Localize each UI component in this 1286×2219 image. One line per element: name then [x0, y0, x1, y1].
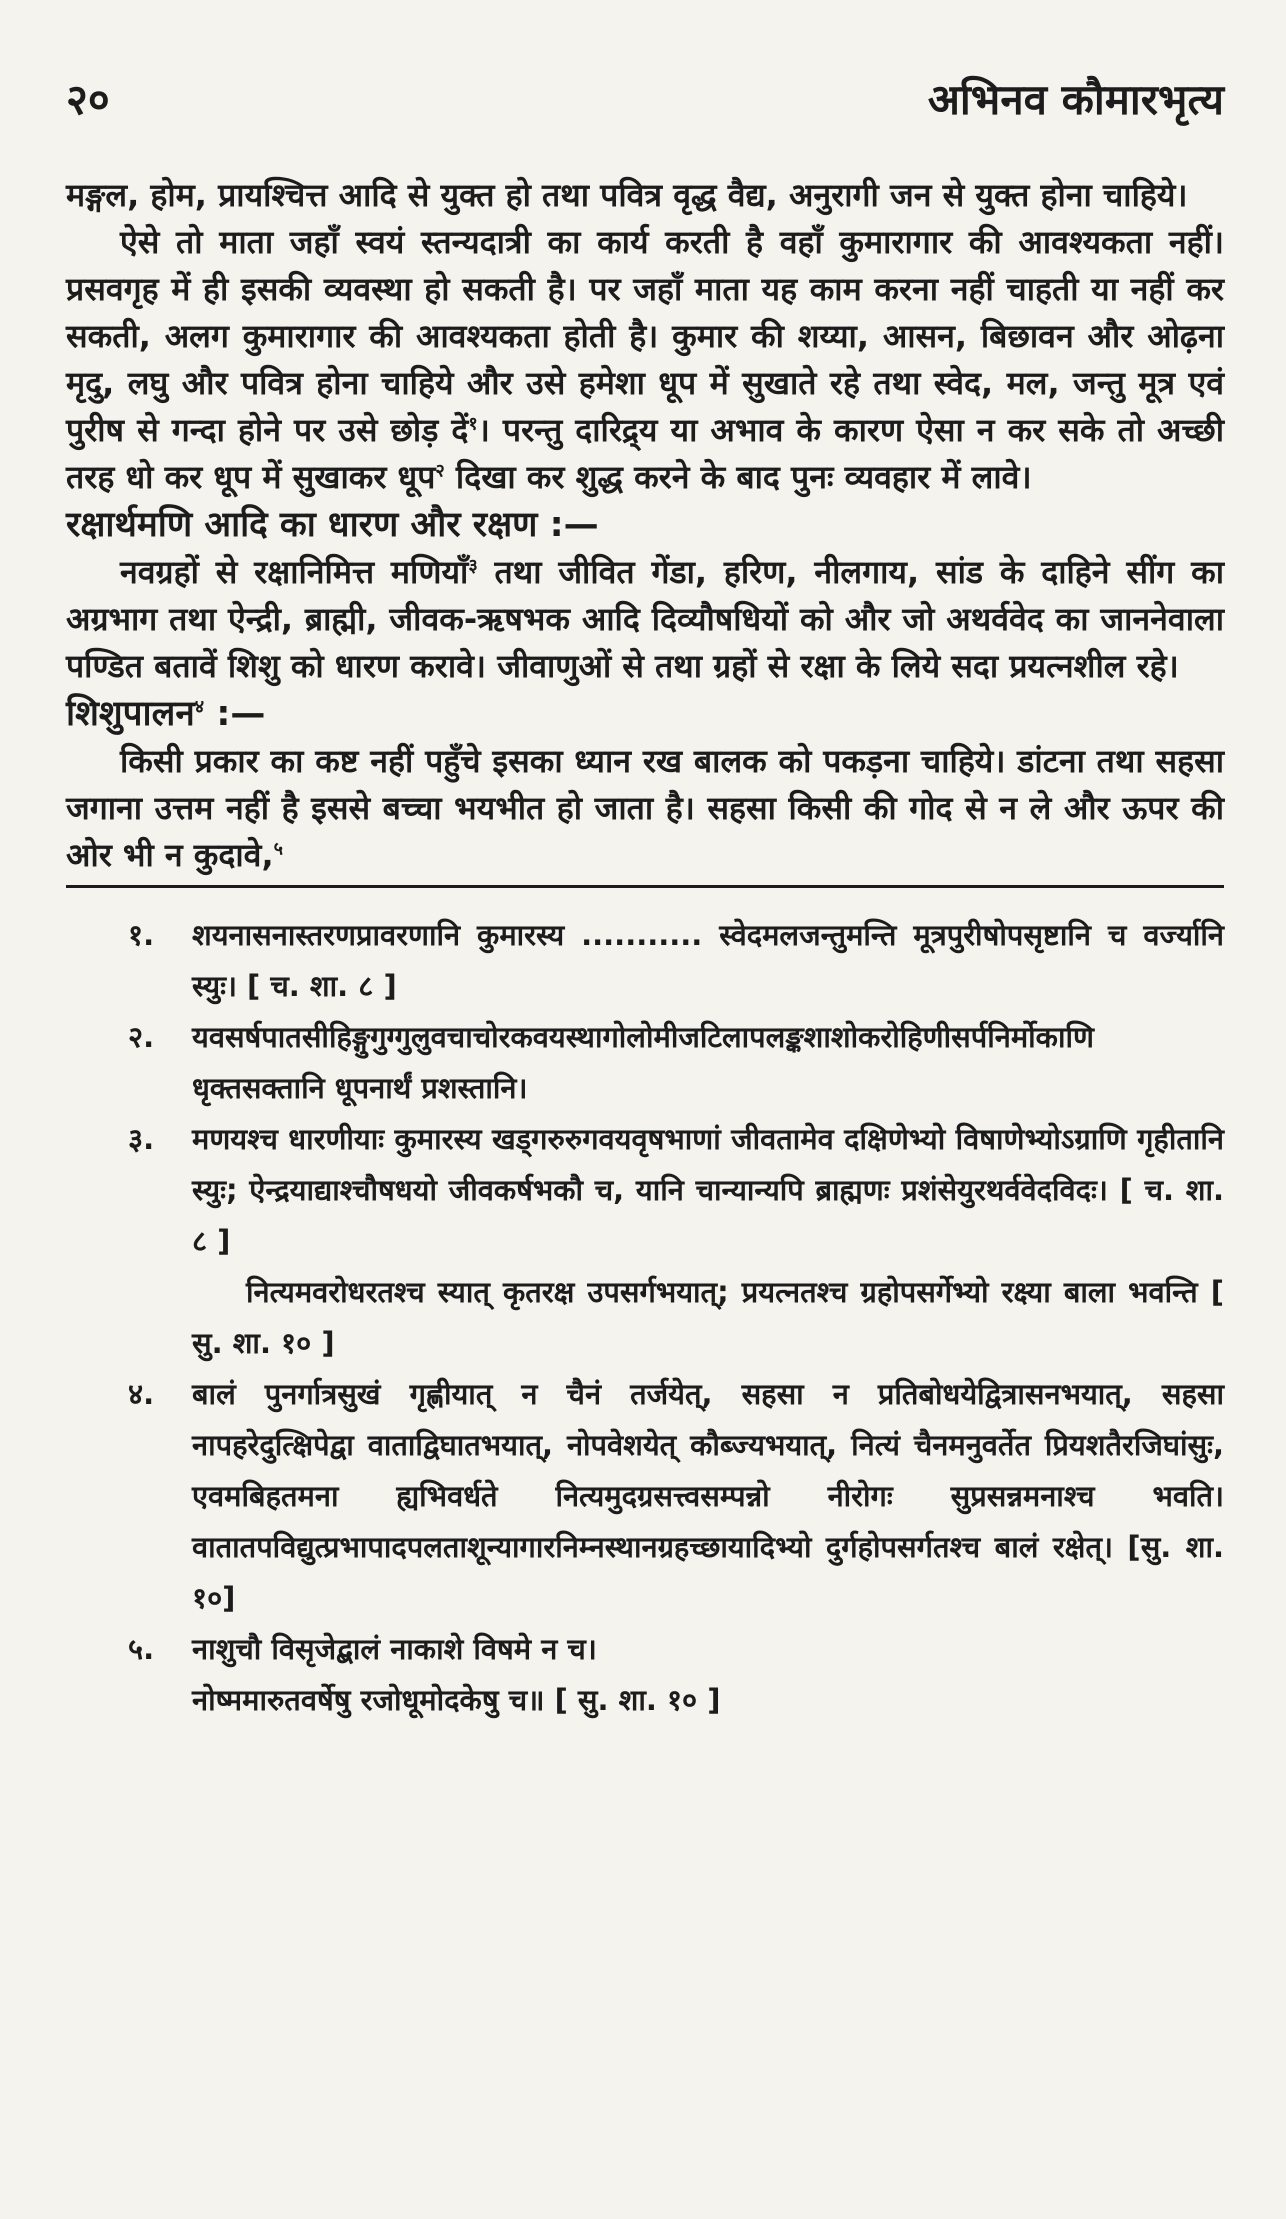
section-heading-amulets: रक्षार्थमणि आदि का धारण और रक्षण :—: [66, 505, 599, 545]
footnote-number: ५.: [128, 1632, 155, 1666]
paragraph-4: [66, 738, 1224, 879]
footnote-ref-2: २: [435, 460, 445, 482]
paragraph-2-part-a: ऐसे तो माता जहाँ स्वयं स्तन्यदात्री का कार्य करती है वहाँ कुमारागार की आवश्यकता नहीं। प्रसवगृह में ही इसकी व्यवस्था हो सकती है। पर जहाँ माता यह काम करना नहीं चाहती या नहीं कर सकती, अलग कुमारागार की आवश्यकता होती है। कुमार की शय्या, आसन, बिछावन और ओढ़ना मृदु, लघु और पवित्र होना चाहिये और उसे हमेशा धूप में सुखाते रहे तथा स्वेद, मल, जन्तु मूत्र एवं पुरीष से गन्दा होने पर उसे छोड़ दें: [66, 223, 1224, 449]
footnote-ref-3: ३: [468, 555, 478, 577]
footnotes: [66, 910, 1224, 1726]
page-number: २०: [66, 75, 110, 124]
paragraph-2: [66, 219, 1224, 501]
section-heading-child-care-text: शिशुपालन: [66, 694, 195, 734]
footnote-text: यवसर्षपातसीहिङ्गुगुग्गुलुवचाचोरकवयस्थागोलोमीजटिलापलङ्कशाशोकरोहिणीसर्पनिर्मोकाणि धृक्तसक्तानि धूपनार्थं प्रशस्तानि।: [192, 1020, 1094, 1105]
paragraph-3: [66, 549, 1224, 690]
main-text: [66, 172, 1224, 879]
footnote-number: ३.: [128, 1122, 155, 1156]
footnote-text: नाशुचौ विसृजेद्बालं नाकाशे विषमे न च।: [192, 1632, 597, 1666]
footnote-number: ४.: [128, 1377, 155, 1411]
paragraph-2-part-c: दिखा कर शुद्ध करने के बाद पुनः व्यवहार में लावे।: [455, 458, 1032, 496]
footnote-ref-4: ४: [194, 696, 205, 718]
paragraph-4-text: किसी प्रकार का कष्ट नहीं पहुँचे इसका ध्यान रख बालक को पकड़ना चाहिये। डांटना तथा सहसा जगाना उत्तम नहीं है इससे बच्चा भयभीत हो जाता है। सहसा किसी की गोद से न ले और ऊपर की ओर भी न कुदावे,: [66, 742, 1224, 874]
footnote-number: २.: [128, 1020, 155, 1054]
paragraph-1: मङ्गल, होम, प्रायश्चित्त आदि से युक्त हो तथा पवित्र वृद्ध वैद्य, अनुरागी जन से युक्त होना चाहिये।: [66, 176, 1188, 214]
footnote-3-continuation: नित्यमवरोधरतश्च स्यात् कृतरक्ष उपसर्गभयात्; प्रयत्नतश्च ग्रहोपसर्गेभ्यो रक्ष्या बाला भवन्ति [ सु. शा. १० ]: [192, 1275, 1224, 1360]
footnote-ref-1: १: [468, 413, 478, 435]
section-heading-child-care: [66, 690, 1224, 738]
footnote-4: [66, 1369, 1224, 1624]
footnote-1: [66, 910, 1224, 1012]
footnote-5: [66, 1624, 1224, 1675]
footnote-text: मणयश्च धारणीयाः कुमारस्य खड्गरुरुगवयवृषभाणां जीवतामेव दक्षिणेभ्यो विषाणेभ्योऽग्राणि गृहीतानि स्युः; ऐन्द्रयाद्याश्चौषधयो जीवकर्षभकौ च, यानि चान्यान्यपि ब्राह्मणः प्रशंसेयुरथर्ववेदविदः। [ च. शा. ८ ]: [192, 1122, 1224, 1258]
footnote-3: [66, 1114, 1224, 1267]
footnote-text: बालं पुनर्गात्रसुखं गृह्णीयात् न चैनं तर्जयेत्, सहसा न प्रतिबोधयेद्वित्रासनभयात्, सहसा नापहरेदुत्क्षिपेद्वा वाताद्विघातभयात्, नोपवेशयेत् कौब्ज्यभयात्, नित्यं चैनमनुवर्तेत प्रियशतैरजिघांसुः, एवमबिहतमना ह्यभिवर्धते नित्यमुदग्रसत्त्वसम्पन्नो नीरोगः सुप्रसन्नमनाश्च भवति। वातातपविद्युत्प्रभापादपलताशून्यागारनिम्नस्थानग्रहच्छायादिभ्यो दुर्गहोपसर्गतश्च बालं रक्षेत्। [सु. शा. १०]: [192, 1377, 1224, 1615]
page-header: [66, 70, 1224, 140]
paragraph-3-part-a: नवग्रहों से रक्षानिमित्त मणियाँ: [120, 553, 469, 591]
paragraph-3-part-b: तथा जीवित गेंडा, हरिण, नीलगाय, सांड के दाहिने सींग का अग्रभाग तथा ऐन्द्री, ब्राह्मी, जीवक-ऋषभक आदि दिव्यौषधियों को और जो अथर्ववेद का जाननेवाला पण्डित बतावें शिशु को धारण करावे। जीवाणुओं से तथा ग्रहों से रक्षा के लिये सदा प्रयत्नशील रहे।: [66, 553, 1225, 685]
footnote-5-continuation: नोष्ममारुतवर्षेषु रजोधूमोदकेषु च॥ [ सु. शा. १० ]: [192, 1683, 721, 1717]
footnote-number: १.: [128, 918, 155, 952]
paragraph-2-part-b: । परन्तु दारिद्र्य या अभाव के कारण ऐसा न कर सके तो अच्छी तरह धो कर धूप में सुखाकर धूप: [66, 411, 1225, 496]
footnote-divider: [66, 885, 1224, 888]
footnote-text: शयनासनास्तरणप्रावरणानि कुमारस्य ........... स्वेदमलजन्तुमन्ति मूत्रपुरीषोपसृष्टानि च वर्ज्यानि स्युः। [ च. शा. ८ ]: [192, 918, 1224, 1003]
footnote-ref-5: ५: [273, 838, 283, 860]
section-heading-child-care-tail: :—: [216, 694, 266, 734]
running-title: अभिनव कौमारभृत्य: [927, 75, 1224, 124]
footnote-2: [66, 1012, 1224, 1114]
